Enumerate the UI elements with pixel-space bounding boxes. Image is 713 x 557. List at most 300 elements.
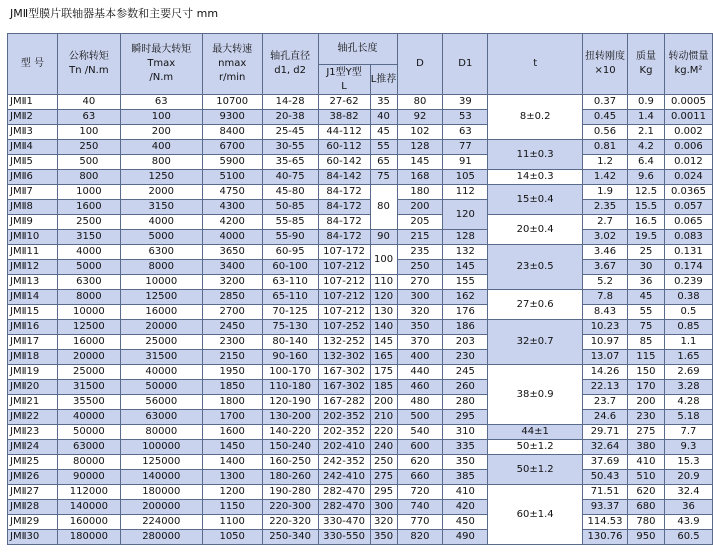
length-recommended-cell: 65 [370, 155, 397, 170]
bore-length-cell: 167-302 [318, 365, 370, 380]
D-cell: 660 [397, 470, 443, 485]
inertia-cell: 0.006 [664, 140, 712, 155]
length-recommended-cell: 140 [370, 320, 397, 335]
max-torque-cell: 140000 [120, 470, 202, 485]
bore-diameter-cell: 25-45 [262, 125, 318, 140]
header-D1: D1 [443, 34, 488, 95]
D1-cell: 490 [443, 530, 488, 545]
mass-cell: 30 [628, 260, 665, 275]
model-cell: JMⅡ29 [8, 515, 58, 530]
max-torque-cell: 200000 [120, 500, 202, 515]
table-row [8, 470, 713, 485]
max-speed-cell: 3400 [202, 260, 262, 275]
stiffness-cell: 0.45 [583, 110, 628, 125]
bore-length-cell: 202-352 [318, 425, 370, 440]
stiffness-cell: 22.13 [583, 380, 628, 395]
bore-length-cell: 84-172 [318, 215, 370, 230]
length-recommended-cell: 100 [370, 245, 397, 275]
mass-cell: 55 [628, 305, 665, 320]
bore-diameter-cell: 75-130 [262, 320, 318, 335]
inertia-cell: 0.85 [664, 320, 712, 335]
D1-cell: 132 [443, 245, 488, 260]
D-cell: 370 [397, 335, 443, 350]
bore-length-cell: 202-352 [318, 410, 370, 425]
stiffness-cell: 10.97 [583, 335, 628, 350]
model-cell: JMⅡ23 [8, 425, 58, 440]
inertia-cell: 0.065 [664, 215, 712, 230]
bore-diameter-cell: 130-200 [262, 410, 318, 425]
mass-cell: 780 [628, 515, 665, 530]
length-recommended-cell: 320 [370, 515, 397, 530]
inertia-cell: 1.1 [664, 335, 712, 350]
table-row [8, 140, 713, 155]
table-row [8, 155, 713, 170]
max-torque-cell: 800 [120, 155, 202, 170]
inertia-cell: 1.65 [664, 350, 712, 365]
max-torque-cell: 56000 [120, 395, 202, 410]
nominal-torque-cell: 35500 [57, 395, 120, 410]
table-row [8, 260, 713, 275]
mass-cell: 380 [628, 440, 665, 455]
header-max-torque: 瞬时最大转矩 Tmax /N.m [120, 34, 202, 95]
stiffness-cell: 2.7 [583, 215, 628, 230]
t-cell: 11±0.3 [488, 140, 583, 170]
max-torque-cell: 3150 [120, 200, 202, 215]
length-recommended-cell: 55 [370, 140, 397, 155]
stiffness-cell: 1.42 [583, 170, 628, 185]
bore-diameter-cell: 140-220 [262, 425, 318, 440]
table-row [8, 500, 713, 515]
nominal-torque-cell: 6300 [57, 275, 120, 290]
stiffness-cell: 23.7 [583, 395, 628, 410]
stiffness-cell: 13.07 [583, 350, 628, 365]
max-torque-cell: 63 [120, 95, 202, 110]
stiffness-cell: 3.02 [583, 230, 628, 245]
mass-cell: 85 [628, 335, 665, 350]
length-recommended-cell: 200 [370, 395, 397, 410]
bore-length-cell: 107-212 [318, 275, 370, 290]
nominal-torque-cell: 1000 [57, 185, 120, 200]
bore-diameter-cell: 150-240 [262, 440, 318, 455]
inertia-cell: 32.4 [664, 485, 712, 500]
length-recommended-cell: 175 [370, 365, 397, 380]
bore-diameter-cell: 110-180 [262, 380, 318, 395]
t-cell: 50±1.2 [488, 440, 583, 455]
D-cell: 80 [397, 95, 443, 110]
table-row [8, 320, 713, 335]
nominal-torque-cell: 20000 [57, 350, 120, 365]
model-cell: JMⅡ5 [8, 155, 58, 170]
mass-cell: 25 [628, 245, 665, 260]
table-row [8, 440, 713, 455]
stiffness-cell: 14.26 [583, 365, 628, 380]
D-cell: 350 [397, 320, 443, 335]
table-row [8, 125, 713, 140]
bore-length-cell: 282-470 [318, 485, 370, 500]
D-cell: 180 [397, 185, 443, 200]
max-speed-cell: 1300 [202, 470, 262, 485]
table-row [8, 410, 713, 425]
bore-diameter-cell: 60-95 [262, 245, 318, 260]
D1-cell: 335 [443, 440, 488, 455]
spec-table [7, 33, 713, 545]
length-recommended-cell: 75 [370, 170, 397, 185]
max-torque-cell: 80000 [120, 425, 202, 440]
bore-diameter-cell: 120-190 [262, 395, 318, 410]
mass-cell: 36 [628, 275, 665, 290]
mass-cell: 680 [628, 500, 665, 515]
bore-diameter-cell: 250-340 [262, 530, 318, 545]
max-speed-cell: 1400 [202, 455, 262, 470]
max-torque-cell: 200 [120, 125, 202, 140]
D1-cell: 39 [443, 95, 488, 110]
header-t: t [488, 34, 583, 95]
header-D: D [397, 34, 443, 95]
max-speed-cell: 6700 [202, 140, 262, 155]
length-recommended-cell: 185 [370, 380, 397, 395]
D1-cell: 63 [443, 125, 488, 140]
max-speed-cell: 3650 [202, 245, 262, 260]
bore-diameter-cell: 220-320 [262, 515, 318, 530]
D-cell: 200 [397, 200, 443, 215]
max-speed-cell: 9300 [202, 110, 262, 125]
max-speed-cell: 2850 [202, 290, 262, 305]
table-row [8, 455, 713, 470]
table-row [8, 185, 713, 200]
inertia-cell: 0.083 [664, 230, 712, 245]
D-cell: 620 [397, 455, 443, 470]
stiffness-cell: 37.69 [583, 455, 628, 470]
D-cell: 250 [397, 260, 443, 275]
model-cell: JMⅡ19 [8, 365, 58, 380]
mass-cell: 275 [628, 425, 665, 440]
stiffness-cell: 93.37 [583, 500, 628, 515]
inertia-cell: 7.7 [664, 425, 712, 440]
inertia-cell: 0.002 [664, 125, 712, 140]
max-speed-cell: 5900 [202, 155, 262, 170]
length-recommended-cell: 300 [370, 500, 397, 515]
stiffness-cell: 130.76 [583, 530, 628, 545]
max-torque-cell: 16000 [120, 305, 202, 320]
model-cell: JMⅡ28 [8, 500, 58, 515]
length-recommended-cell: 40 [370, 110, 397, 125]
nominal-torque-cell: 100 [57, 125, 120, 140]
inertia-cell: 0.38 [664, 290, 712, 305]
t-cell: 15±0.4 [488, 185, 583, 215]
inertia-cell: 0.239 [664, 275, 712, 290]
bore-diameter-cell: 100-170 [262, 365, 318, 380]
inertia-cell: 0.024 [664, 170, 712, 185]
table-row [8, 425, 713, 440]
D1-cell: 155 [443, 275, 488, 290]
max-speed-cell: 1050 [202, 530, 262, 545]
D-cell: 102 [397, 125, 443, 140]
D-cell: 128 [397, 140, 443, 155]
D-cell: 235 [397, 245, 443, 260]
mass-cell: 0.9 [628, 95, 665, 110]
t-cell: 23±0.5 [488, 245, 583, 290]
nominal-torque-cell: 31500 [57, 380, 120, 395]
stiffness-cell: 2.35 [583, 200, 628, 215]
nominal-torque-cell: 63 [57, 110, 120, 125]
inertia-cell: 5.18 [664, 410, 712, 425]
D1-cell: 203 [443, 335, 488, 350]
max-torque-cell: 12500 [120, 290, 202, 305]
max-speed-cell: 4200 [202, 215, 262, 230]
t-cell: 60±1.4 [488, 485, 583, 545]
D1-cell: 410 [443, 485, 488, 500]
D1-cell: 186 [443, 320, 488, 335]
inertia-cell: 0.5 [664, 305, 712, 320]
D-cell: 600 [397, 440, 443, 455]
length-recommended-cell: 130 [370, 305, 397, 320]
bore-length-cell: 107-212 [318, 290, 370, 305]
nominal-torque-cell: 140000 [57, 500, 120, 515]
stiffness-cell: 0.37 [583, 95, 628, 110]
nominal-torque-cell: 16000 [57, 335, 120, 350]
model-cell: JMⅡ2 [8, 110, 58, 125]
bore-length-cell: 330-550 [318, 530, 370, 545]
D-cell: 270 [397, 275, 443, 290]
mass-cell: 6.4 [628, 155, 665, 170]
stiffness-cell: 71.51 [583, 485, 628, 500]
length-recommended-cell: 295 [370, 485, 397, 500]
max-torque-cell: 100000 [120, 440, 202, 455]
t-cell: 20±0.4 [488, 215, 583, 245]
model-cell: JMⅡ16 [8, 320, 58, 335]
length-recommended-cell: 35 [370, 95, 397, 110]
model-cell: JMⅡ24 [8, 440, 58, 455]
model-cell: JMⅡ3 [8, 125, 58, 140]
D-cell: 480 [397, 395, 443, 410]
nominal-torque-cell: 80000 [57, 455, 120, 470]
mass-cell: 1.4 [628, 110, 665, 125]
D-cell: 720 [397, 485, 443, 500]
bore-diameter-cell: 190-280 [262, 485, 318, 500]
header-length-recommended: L推荐 [370, 65, 397, 95]
D-cell: 400 [397, 350, 443, 365]
mass-cell: 4.2 [628, 140, 665, 155]
max-torque-cell: 125000 [120, 455, 202, 470]
model-cell: JMⅡ1 [8, 95, 58, 110]
table-row [8, 200, 713, 215]
max-speed-cell: 10700 [202, 95, 262, 110]
D-cell: 770 [397, 515, 443, 530]
inertia-cell: 0.174 [664, 260, 712, 275]
mass-cell: 2.1 [628, 125, 665, 140]
table-row [8, 485, 713, 500]
inertia-cell: 4.28 [664, 395, 712, 410]
inertia-cell: 2.69 [664, 365, 712, 380]
nominal-torque-cell: 90000 [57, 470, 120, 485]
nominal-torque-cell: 2500 [57, 215, 120, 230]
inertia-cell: 0.057 [664, 200, 712, 215]
max-speed-cell: 5100 [202, 170, 262, 185]
stiffness-cell: 50.43 [583, 470, 628, 485]
max-speed-cell: 2450 [202, 320, 262, 335]
table-row [8, 275, 713, 290]
nominal-torque-cell: 1600 [57, 200, 120, 215]
bore-diameter-cell: 55-90 [262, 230, 318, 245]
bore-diameter-cell: 63-110 [262, 275, 318, 290]
max-speed-cell: 8400 [202, 125, 262, 140]
D-cell: 820 [397, 530, 443, 545]
t-cell: 50±1.2 [488, 455, 583, 485]
nominal-torque-cell: 12500 [57, 320, 120, 335]
D-cell: 145 [397, 155, 443, 170]
inertia-cell: 0.0365 [664, 185, 712, 200]
D1-cell: 310 [443, 425, 488, 440]
max-speed-cell: 2300 [202, 335, 262, 350]
bore-length-cell: 38-82 [318, 110, 370, 125]
nominal-torque-cell: 160000 [57, 515, 120, 530]
max-torque-cell: 25000 [120, 335, 202, 350]
inertia-cell: 0.012 [664, 155, 712, 170]
stiffness-cell: 10.23 [583, 320, 628, 335]
nominal-torque-cell: 3150 [57, 230, 120, 245]
nominal-torque-cell: 5000 [57, 260, 120, 275]
bore-length-cell: 282-470 [318, 500, 370, 515]
model-cell: JMⅡ17 [8, 335, 58, 350]
length-recommended-cell: 90 [370, 230, 397, 245]
stiffness-cell: 0.56 [583, 125, 628, 140]
bore-diameter-cell: 220-300 [262, 500, 318, 515]
nominal-torque-cell: 180000 [57, 530, 120, 545]
mass-cell: 9.6 [628, 170, 665, 185]
header-torsional-stiffness: 扭转刚度 ×10 [583, 34, 628, 95]
max-speed-cell: 4750 [202, 185, 262, 200]
mass-cell: 16.5 [628, 215, 665, 230]
bore-length-cell: 60-112 [318, 140, 370, 155]
mass-cell: 75 [628, 320, 665, 335]
header-length-j1-y: J1型Y型 L [318, 65, 370, 95]
bore-length-cell: 330-470 [318, 515, 370, 530]
model-cell: JMⅡ22 [8, 410, 58, 425]
inertia-cell: 20.9 [664, 470, 712, 485]
stiffness-cell: 1.9 [583, 185, 628, 200]
bore-diameter-cell: 80-140 [262, 335, 318, 350]
model-cell: JMⅡ20 [8, 380, 58, 395]
max-torque-cell: 100 [120, 110, 202, 125]
mass-cell: 19.5 [628, 230, 665, 245]
table-row [8, 245, 713, 260]
max-speed-cell: 4300 [202, 200, 262, 215]
model-cell: JMⅡ30 [8, 530, 58, 545]
mass-cell: 410 [628, 455, 665, 470]
max-speed-cell: 1950 [202, 365, 262, 380]
max-torque-cell: 8000 [120, 260, 202, 275]
bore-length-cell: 60-142 [318, 155, 370, 170]
stiffness-cell: 24.6 [583, 410, 628, 425]
mass-cell: 115 [628, 350, 665, 365]
table-row [8, 530, 713, 545]
model-cell: JMⅡ11 [8, 245, 58, 260]
nominal-torque-cell: 50000 [57, 425, 120, 440]
bore-length-cell: 167-302 [318, 380, 370, 395]
bore-length-cell: 107-212 [318, 260, 370, 275]
D-cell: 300 [397, 290, 443, 305]
max-torque-cell: 63000 [120, 410, 202, 425]
table-row [8, 380, 713, 395]
inertia-cell: 60.5 [664, 530, 712, 545]
header-model: 型 号 [8, 34, 58, 95]
stiffness-cell: 5.2 [583, 275, 628, 290]
D1-cell: 145 [443, 260, 488, 275]
bore-length-cell: 242-352 [318, 455, 370, 470]
table-row [8, 335, 713, 350]
max-speed-cell: 1600 [202, 425, 262, 440]
max-torque-cell: 224000 [120, 515, 202, 530]
D1-cell: 260 [443, 380, 488, 395]
D1-cell: 91 [443, 155, 488, 170]
model-cell: JMⅡ13 [8, 275, 58, 290]
stiffness-cell: 8.43 [583, 305, 628, 320]
max-speed-cell: 3200 [202, 275, 262, 290]
bore-diameter-cell: 90-160 [262, 350, 318, 365]
D1-cell: 105 [443, 170, 488, 185]
nominal-torque-cell: 500 [57, 155, 120, 170]
bore-length-cell: 167-282 [318, 395, 370, 410]
mass-cell: 200 [628, 395, 665, 410]
max-torque-cell: 6300 [120, 245, 202, 260]
mass-cell: 170 [628, 380, 665, 395]
length-recommended-cell: 240 [370, 440, 397, 455]
length-recommended-cell: 275 [370, 470, 397, 485]
header-bore-length: 轴孔长度 [318, 34, 397, 65]
mass-cell: 12.5 [628, 185, 665, 200]
bore-diameter-cell: 35-65 [262, 155, 318, 170]
D1-cell: 245 [443, 365, 488, 380]
model-cell: JMⅡ21 [8, 395, 58, 410]
bore-diameter-cell: 30-55 [262, 140, 318, 155]
max-torque-cell: 20000 [120, 320, 202, 335]
D-cell: 460 [397, 380, 443, 395]
bore-diameter-cell: 50-85 [262, 200, 318, 215]
length-recommended-cell: 220 [370, 425, 397, 440]
D-cell: 440 [397, 365, 443, 380]
t-cell: 27±0.6 [488, 290, 583, 320]
bore-diameter-cell: 180-260 [262, 470, 318, 485]
length-recommended-cell: 350 [370, 530, 397, 545]
bore-length-cell: 27-62 [318, 95, 370, 110]
model-cell: JMⅡ25 [8, 455, 58, 470]
D-cell: 320 [397, 305, 443, 320]
model-cell: JMⅡ10 [8, 230, 58, 245]
model-cell: JMⅡ18 [8, 350, 58, 365]
table-header [8, 34, 713, 95]
max-speed-cell: 2150 [202, 350, 262, 365]
table-row [8, 215, 713, 230]
table-row [8, 230, 713, 245]
nominal-torque-cell: 63000 [57, 440, 120, 455]
t-cell: 8±0.2 [488, 95, 583, 140]
bore-diameter-cell: 40-75 [262, 170, 318, 185]
model-cell: JMⅡ7 [8, 185, 58, 200]
model-cell: JMⅡ15 [8, 305, 58, 320]
nominal-torque-cell: 800 [57, 170, 120, 185]
length-recommended-cell: 45 [370, 125, 397, 140]
bore-diameter-cell: 70-125 [262, 305, 318, 320]
nominal-torque-cell: 8000 [57, 290, 120, 305]
inertia-cell: 0.131 [664, 245, 712, 260]
mass-cell: 230 [628, 410, 665, 425]
max-torque-cell: 1250 [120, 170, 202, 185]
max-torque-cell: 400 [120, 140, 202, 155]
bore-diameter-cell: 55-85 [262, 215, 318, 230]
stiffness-cell: 0.81 [583, 140, 628, 155]
t-cell: 14±0.3 [488, 170, 583, 185]
nominal-torque-cell: 250 [57, 140, 120, 155]
